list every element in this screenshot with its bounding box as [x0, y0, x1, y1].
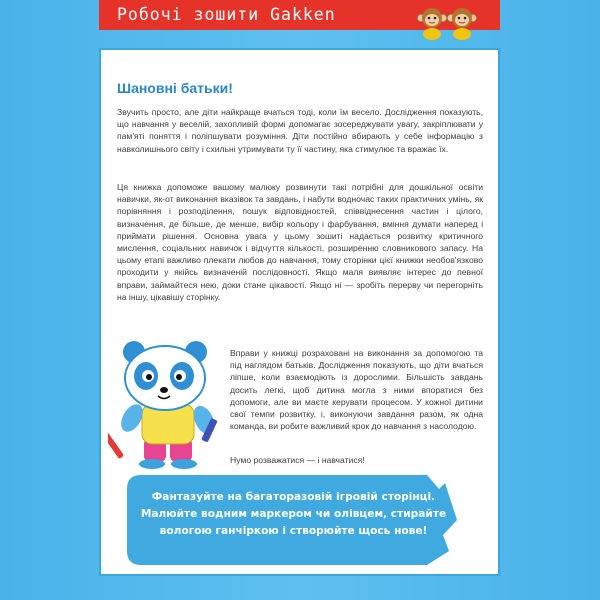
banner-text	[136, 489, 451, 540]
monkey-icon	[447, 8, 477, 40]
paragraph-2: Ця книжка допоможе вашому малюку розвинути такі потрібні для дошкільної освіти навички, як-от виконання вказівок та завдань, і набути водночас таких практичних умінь, як порівняння і розподілення, пошук відповідностей, співвіднесення частин і цілого, визначення, де більше, де менше, вибір кольору і фарбування, вміння думати наперед і приймати рішення. Основна увага у цьому зошиті надається розвитку критичного мислення, соціальних навичок і відчуття кількості, розширенню словникового запасу. На цьому етапі важливо плекати любов до навчання, тому сторінки цієї книжки необов'язково проходити у якійсь визначеній послідовності. Якщо маля виявляє інтерес до певної вправи, займайтеся нею, доки стане цікавості. Якщо ні — зробіть перерву чи перегорніть на іншу, цікавішу сторінку.	[117, 182, 483, 302]
series-title: Робочі зошити Gakken	[117, 5, 336, 24]
banner-line-3: вологою ганчіркою і створюйте щось нове!	[159, 525, 428, 537]
monkey-icon	[417, 8, 447, 40]
banner-line-1: Фантазуйте на багаторазовій ігровій сторінці.	[151, 491, 436, 503]
paragraph-3: Вправи у книжці розраховані на виконання за допомогою та під наглядом батьків. Дослідження показують, що діти вчаться ліпше, коли взаємодіють із дорослими. Більшість завдань досить легкі, щоб дитина могла з ними впоратися без допомоги, але ви маєте керувати процесом. У кожної дитини свої темпи розвитку, і, виконуючи завдання разом, як одна команда, ви робите важливий крок до навчання з насолодою.	[230, 348, 483, 432]
panda-icon	[108, 338, 230, 470]
banner-line-2: Малюйте водним маркером чи олівцем, стирайте	[140, 508, 447, 520]
paragraph-4: Нумо розважатися — і навчатися!	[230, 455, 365, 465]
paragraph-1: Звучить просто, але діти найкраще вчаться тоді, коли їм весело. Дослідження показують, що навчання у веселій, захопливій формі допомагає зосереджувати увагу, закріплювати у пам'яті поняття і поліпшувати розуміння. Діти постійно вбирають у себе інформацію з навколишнього світу і схильні утримувати ту її частину, яка стимулює та вражає їх.	[117, 107, 483, 154]
letter-heading: Шановні батьки!	[117, 80, 233, 96]
